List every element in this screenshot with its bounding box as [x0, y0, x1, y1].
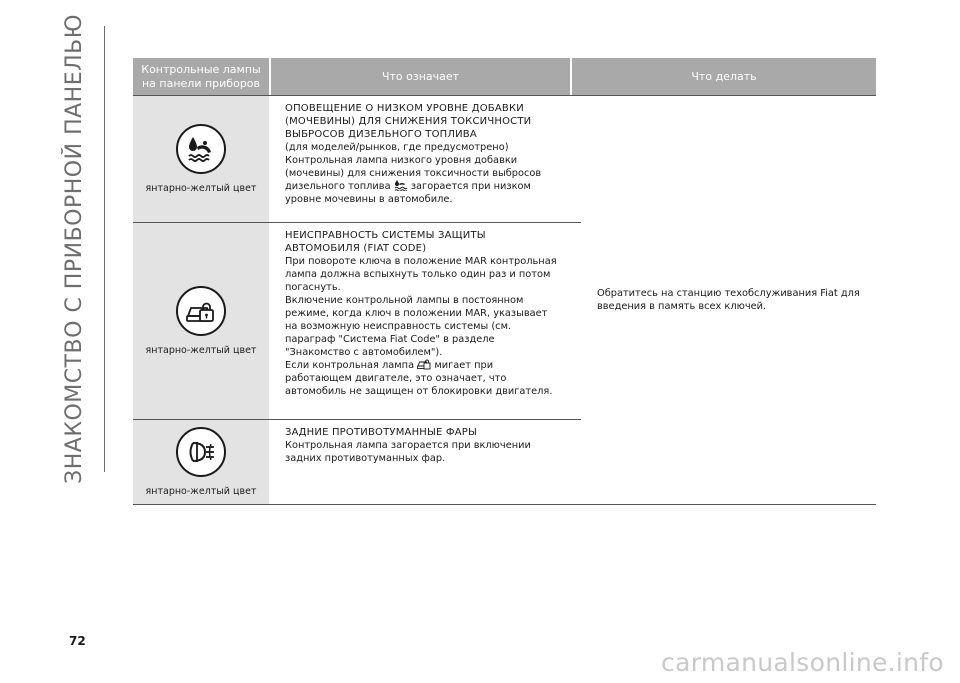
table-rows	[133, 96, 581, 505]
chapter-side-title: ЗНАКОМСТВО С ПРИБОРНОЙ ПАНЕЛЬЮ	[44, 26, 105, 472]
header-meaning: Что означает	[271, 58, 570, 95]
fiat-code-icon	[417, 359, 431, 370]
lamp-color-label: янтарно-желтый цвет	[145, 486, 257, 497]
urea-level-icon	[394, 180, 408, 191]
row-note: (для моделей/рынков, где предусмотрено)	[285, 142, 509, 153]
watermark: carmanualsonline.info	[661, 648, 944, 677]
page-number: 72	[69, 634, 86, 648]
fiat-code-icon	[176, 286, 226, 336]
meaning-cell	[269, 223, 569, 419]
meaning-cell	[269, 96, 569, 222]
header-action: Что делать	[572, 58, 876, 95]
action-text: Обратитесь на станцию техобслуживания Fiat для введения в память всех ключей.	[597, 288, 860, 312]
action-cell	[581, 96, 876, 505]
urea-level-icon	[176, 124, 226, 174]
meaning-cell	[269, 420, 569, 504]
row-title: НЕИСПРАВНОСТЬ СИСТЕМЫ ЗАЩИТЫ АВТОМОБИЛЯ (FIAT CODE)	[285, 230, 486, 254]
lamp-cell	[133, 420, 269, 504]
table-row	[133, 96, 581, 223]
rear-fog-light-icon	[176, 427, 226, 477]
row-paragraph: Включение контрольной лампы в постоянном режиме, когда ключ в положении MAR, указывает на возможную неисправность системы (см. параграф "Система Fiat Code" в разделе "Знакомство с автомобилем").	[285, 295, 548, 358]
row-title: ОПОВЕЩЕНИЕ О НИЗКОМ УРОВНЕ ДОБАВКИ (МОЧЕВИНЫ) ДЛЯ СНИЖЕНИЯ ТОКСИЧНОСТИ ВЫБРОСОВ ДИЗЕЛЬНОГО ТОПЛИВА	[285, 103, 532, 140]
table-row	[133, 223, 581, 420]
lamp-cell	[133, 223, 269, 419]
row-title: ЗАДНИЕ ПРОТИВОТУМАННЫЕ ФАРЫ	[285, 427, 478, 438]
table-row	[133, 420, 581, 505]
header-lamps: Контрольные лампы на панели приборов	[133, 58, 269, 95]
lamp-color-label: янтарно-желтый цвет	[145, 183, 257, 194]
row-text: Контрольная лампа низкого уровня добавки (мочевины) для снижения токсичности выбросов дизельного топлива загорается при низком уровне мочевины в автомобиле.	[285, 155, 542, 205]
lamp-color-label: янтарно-желтый цвет	[145, 345, 257, 356]
lamp-cell	[133, 96, 269, 222]
row-paragraph: При повороте ключа в положение MAR контрольная лампа должна вспыхнуть только один раз и потом погаснуть.	[285, 256, 557, 293]
row-paragraph: Если контрольная лампа мигает при работающем двигателе, это означает, что автомобиль не защищен от блокировки двигателя.	[285, 360, 553, 397]
row-text: Контрольная лампа загорается при включении задних противотуманных фар.	[285, 440, 531, 464]
table-body	[133, 95, 876, 505]
warning-lamps-table	[133, 58, 876, 505]
table-header	[133, 58, 876, 95]
